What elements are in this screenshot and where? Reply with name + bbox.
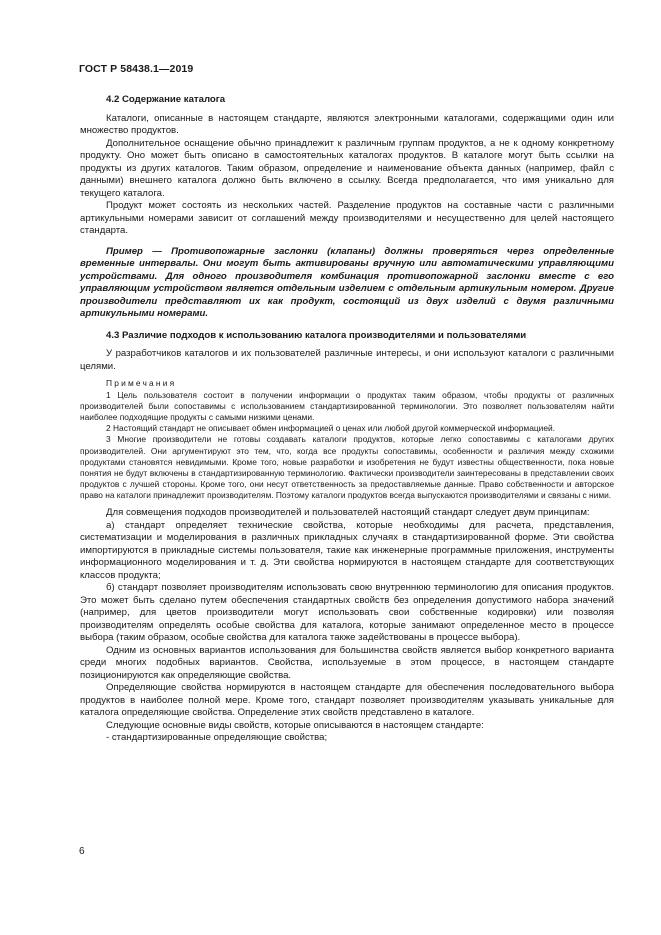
example-label: Пример —: [106, 245, 162, 257]
page-number: 6: [79, 846, 85, 857]
list-item-dash: - стандартизированные определяющие свойства;: [106, 732, 328, 744]
notes-block: [80, 378, 614, 501]
notes-title: Примечания: [106, 378, 177, 388]
paragraph: Дополнительное оснащение обычно принадлежит к различным группам продуктов, а не к одному конкретному продукту. Оно может быть описано в самостоятельных каталогах продуктов. В каталоге могут быть ссылки на продукты из других каталогов. Таким образом, определение и наименование объекта данных (например, файл с данными) внешнего каталога должно быть включено в ссылку. Всегда предполагается, что имя уникально для текущего каталога.: [80, 137, 614, 199]
section-heading-4-2: 4.2 Содержание каталога: [106, 94, 226, 105]
paragraph: У разработчиков каталогов и их пользователей различные интересы, и они используют каталоги с различными целями.: [80, 348, 614, 372]
example-text: Противопожарные заслонки (клапаны) должны проверяться через определенные временные интервалы. Они могут быть активированы вручную или автоматическими управляющими устройствами. Для одного производителя комбинация противопожарной заслонки вместе с его управляющим устройством является отдельным изделием с отдельным артикульным номером. Другие производители представляют их как продукт, состоящий из двух изделий с двумя различными артикульными номерами.: [80, 245, 614, 319]
paragraph: Определяющие свойства нормируются в настоящем стандарте для обеспечения последовательного выбора продуктов в наиболее полной мере. Кроме того, стандарт позволяет производителям указывать уникальные для каталога определяющие свойства. Определение этих свойств представлено в каталоге.: [80, 682, 614, 719]
section-heading-4-3: 4.3 Различие подходов к использованию каталога производителями и пользователями: [106, 329, 527, 341]
note-item: 1 Цель пользователя состоит в получении информации о продуктах таким образом, чтобы продукты от различных производителей были сопоставимы с использованием стандартизированной терминологии. Это позволяет пользователям найти наиболее подходящие продукты с самыми низкими ценами.: [80, 390, 614, 423]
paragraph: Для совмещения подходов производителей и пользователей настоящий стандарт следует двум принципам:: [106, 507, 590, 519]
paragraph: Продукт может состоять из нескольких частей. Разделение продуктов на составные части с различными артикульными номерами зависит от соглашений между производителями и несущественно для целей настоящего стандарта.: [80, 200, 614, 236]
note-item: 3 Многие производители не готовы создавать каталоги продуктов, которые легко сопоставимы с каталогами других производителей. Они аргументируют это тем, что, когда все продукты сопоставимы, особенности и различия между схожими продуктами становятся невидимыми. Кроме того, новые разработки и изобретения не будут известны общественности, пока новые понятия не будут включены в стандартизированную терминологию. Фактически производители заинтересованы в представлении своих продуктов с лучшей стороны. Кроме того, они несут ответственность за предоставляемые данные. Право собственности и авторское право на каталоги принадлежит производителям. Поэтому каталоги продуктов всегда выпускаются производителями и связаны с ними.: [80, 434, 614, 500]
example-block: [80, 246, 614, 321]
paragraph: Следующие основные виды свойств, которые описываются в настоящем стандарте:: [106, 719, 484, 731]
list-item-b: б) стандарт позволяет производителям использовать свою внутреннюю терминологию для описания продуктов. Это может быть сделано путем обеспечения стандартных свойств без определения допустимого набора значений (например, для цветов производители могут использовать свои собственные кодировки) или позволяя производителям определять особые свойства для каталога, которые занимают определенное место в процессе выбора (таким образом, особые свойства для каталога также задействованы в процессе выбора).: [80, 582, 614, 644]
paragraph: Каталоги, описанные в настоящем стандарте, являются электронными каталогами, содержащими один или множество продуктов.: [80, 112, 614, 136]
paragraph: Одним из основных вариантов использования для большинства свойств является выбор конкретного варианта среди многих подобных вариантов. Свойства, используемые в этом процессе, в настоящем стандарте позиционируются как определяющие свойства.: [80, 644, 614, 681]
document-body: [80, 90, 614, 745]
list-item-a: а) стандарт определяет технические свойства, которые необходимы для расчета, представления, систематизации и моделирования в различных прикладных случаях в стандартизированной форме. Эти свойства импортируются в прикладные системы пользователя, такие как инженерные программные приложения, инструменты информационного моделирования и т. д. Эти свойства нормируются в настоящем стандарте для соответствующих классов продукта;: [80, 519, 614, 581]
note-item: 2 Настоящий стандарт не описывает обмен информацией о ценах или любой другой коммерческой информацией.: [106, 423, 555, 434]
document-header: ГОСТ Р 58438.1—2019: [79, 63, 194, 75]
